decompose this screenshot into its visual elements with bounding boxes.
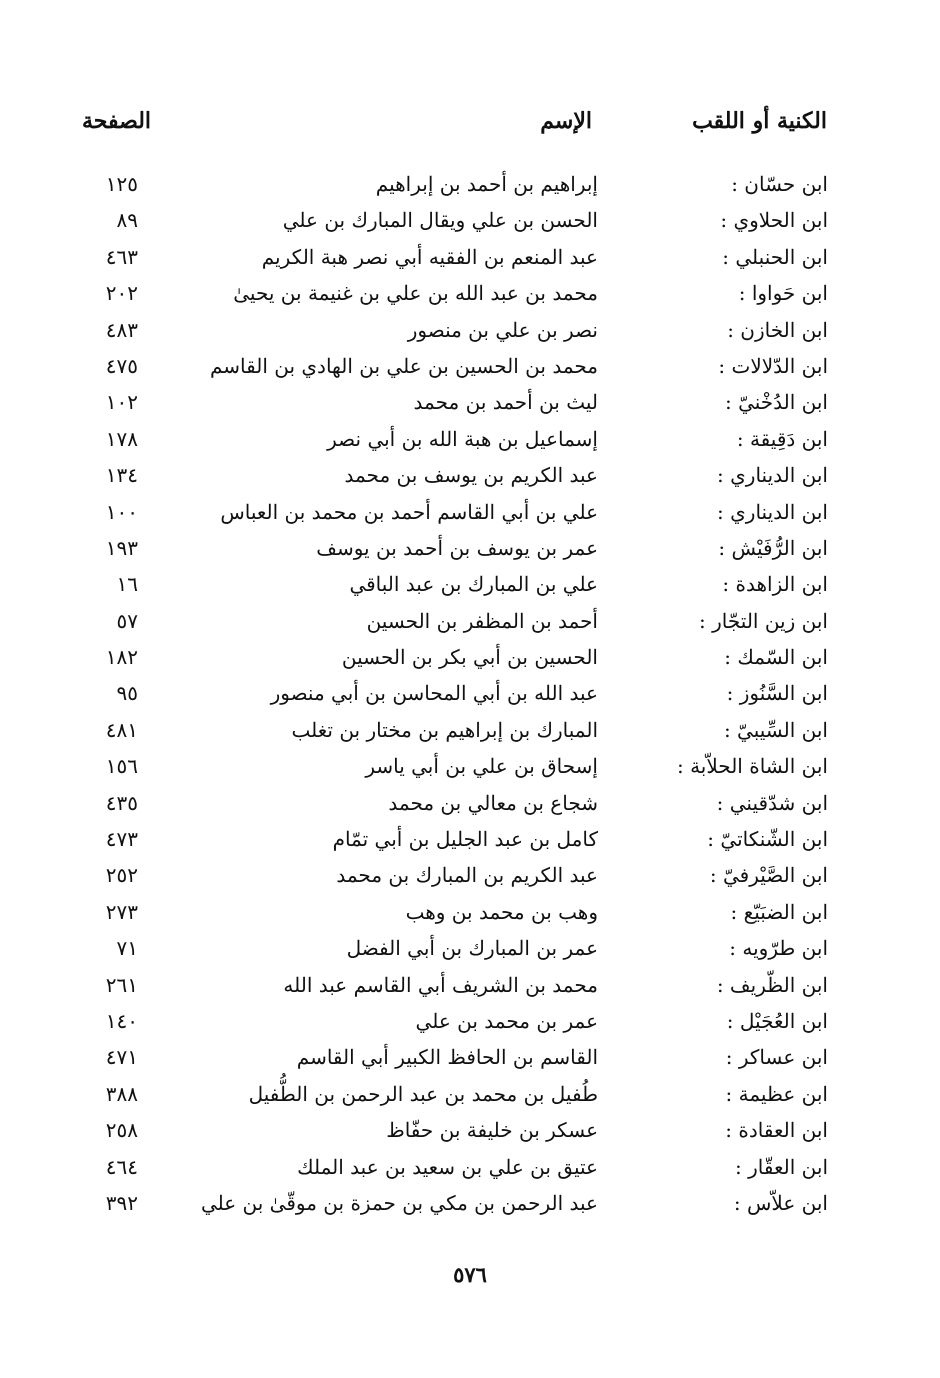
table-row [0, 930, 940, 966]
name-cell: عسكر بن خليفة بن حفّاظ [386, 1118, 598, 1143]
kunya-cell: ابن الصَّيْرفيّ : [709, 863, 828, 888]
table-row [0, 712, 940, 748]
kunya-cell: ابن السَّنُوز : [726, 681, 828, 706]
kunya-cell: ابن الديناري : [717, 463, 828, 488]
kunya-cell: ابن زين التجّار : [699, 608, 828, 633]
name-cell: القاسم بن الحافظ الكبير أبي القاسم [296, 1045, 598, 1070]
table-row [0, 421, 940, 457]
name-cell: عبد الكريم بن المبارك بن محمد [336, 863, 598, 888]
kunya-cell: ابن الضبَيّع : [730, 899, 828, 924]
table-row [0, 894, 940, 930]
page-cell: ٢٦١ [105, 972, 138, 997]
page-cell: ١٠٢ [105, 390, 138, 415]
table-row [0, 275, 940, 311]
table-row [0, 1185, 940, 1221]
kunya-cell: ابن حَواوا : [738, 281, 828, 306]
kunya-cell: ابن الحلاوي : [720, 208, 828, 233]
name-cell: أحمد بن المظفر بن الحسين [366, 608, 598, 633]
table-row [0, 821, 940, 857]
table-row [0, 603, 940, 639]
kunya-cell: ابن الرُّفَيْش : [718, 535, 828, 560]
index-table [0, 166, 940, 1221]
page-cell: ١٣٤ [105, 463, 138, 488]
table-row [0, 1003, 940, 1039]
name-cell: إبراهيم بن أحمد بن إبراهيم [375, 172, 598, 196]
kunya-cell: ابن طرّويه : [729, 936, 828, 961]
name-cell: طُفيل بن محمد بن عبد الرحمن بن الطُّفيل [248, 1081, 598, 1106]
page-cell: ١٠٠ [105, 499, 138, 524]
table-row [0, 1149, 940, 1185]
page-cell: ٢٠٢ [105, 281, 138, 306]
page-cell: ٤٦٤ [105, 1154, 138, 1179]
table-row [0, 166, 940, 202]
page-cell: ١٩٣ [105, 535, 138, 560]
kunya-cell: ابن الحنبلي : [722, 244, 828, 269]
table-row [0, 857, 940, 893]
table-row [0, 1039, 940, 1075]
page-cell: ٥٧ [116, 608, 138, 633]
kunya-cell: ابن الزاهدة : [722, 572, 828, 597]
name-cell: إسماعيل بن هبة الله بن أبي نصر [327, 426, 598, 451]
kunya-cell: ابن الخازن : [727, 317, 828, 342]
page-cell: ٤٧٣ [105, 827, 138, 852]
header-kunya: الكنية أو اللقب [692, 108, 827, 134]
page-cell: ٣٩٢ [105, 1190, 138, 1215]
page-cell: ٩٥ [116, 681, 138, 706]
name-cell: كامل بن عبد الجليل بن أبي تمّام [332, 827, 598, 852]
name-cell: علي بن أبي القاسم أحمد بن محمد بن العباس [220, 499, 598, 524]
header-name: الإسم [540, 108, 592, 134]
name-cell: عمر بن محمد بن علي [415, 1008, 598, 1033]
page-number: ٥٧٦ [453, 1262, 487, 1287]
page-cell: ٢٥٢ [105, 863, 138, 888]
table-row [0, 530, 940, 566]
table-row [0, 384, 940, 420]
name-cell: المبارك بن إبراهيم بن مختار بن تغلب [291, 717, 598, 742]
page-cell: ٧١ [116, 936, 138, 961]
table-row [0, 457, 940, 493]
kunya-cell: ابن شدّقيني : [716, 790, 828, 815]
table-row [0, 348, 940, 384]
kunya-cell: ابن عساكر : [725, 1045, 828, 1070]
kunya-cell: ابن السّمك : [724, 645, 828, 670]
page-cell: ٤٦٣ [105, 244, 138, 269]
page-cell: ٤٧١ [105, 1045, 138, 1070]
page-cell: ١٤٠ [105, 1008, 138, 1033]
page-cell: ٤٨١ [105, 717, 138, 742]
name-cell: عتيق بن علي بن سعيد بن عبد الملك [297, 1154, 598, 1179]
page-cell: ٤٣٥ [105, 790, 138, 815]
kunya-cell: ابن الظّريف : [716, 972, 828, 997]
name-cell: عمر بن يوسف بن أحمد بن يوسف [316, 535, 598, 560]
page-cell: ١٧٨ [105, 426, 138, 451]
page-cell: ١٨٢ [105, 645, 138, 670]
header-page: الصفحة [82, 108, 152, 134]
page-cell: ٢٧٣ [105, 899, 138, 924]
kunya-cell: ابن العقّار : [735, 1154, 828, 1179]
page-cell: ١٦ [116, 572, 138, 597]
name-cell: محمد بن الحسين بن علي بن الهادي بن القاسم [209, 353, 598, 378]
table-row [0, 967, 940, 1003]
page-cell: ١٥٦ [105, 754, 138, 779]
table-row [0, 675, 940, 711]
kunya-cell: ابن الدّلالات : [718, 353, 828, 378]
kunya-cell: ابن الشاة الحلاّبة : [676, 754, 828, 779]
kunya-cell: ابن الديناري : [717, 499, 828, 524]
name-cell: الحسن بن علي ويقال المبارك بن علي [282, 208, 598, 233]
name-cell: عمر بن المبارك بن أبي الفضل [346, 936, 598, 961]
name-cell: نصر بن علي بن منصور [407, 317, 598, 342]
name-cell: الحسين بن أبي بكر بن الحسين [341, 645, 598, 670]
page-cell: ٤٨٣ [105, 317, 138, 342]
page-cell: ٢٥٨ [105, 1118, 138, 1143]
kunya-cell: ابن حسّان : [731, 172, 828, 196]
page-cell: ٣٨٨ [105, 1081, 138, 1106]
table-row [0, 1076, 940, 1112]
name-cell: عبد المنعم بن الفقيه أبي نصر هبة الكريم [261, 244, 598, 269]
kunya-cell: ابن الشّنكاتيّ : [707, 827, 828, 852]
table-row [0, 785, 940, 821]
name-cell: ليث بن أحمد بن محمد [413, 390, 598, 415]
name-cell: إسحاق بن علي بن أبي ياسر [365, 754, 598, 779]
table-row [0, 239, 940, 275]
name-cell: محمد بن الشريف أبي القاسم عبد الله [283, 972, 598, 997]
name-cell: علي بن المبارك بن عبد الباقي [349, 572, 598, 597]
table-row [0, 312, 940, 348]
table-row [0, 566, 940, 602]
table-row [0, 748, 940, 784]
name-cell: وهب بن محمد بن وهب [405, 899, 598, 924]
page-cell: ٨٩ [116, 208, 138, 233]
kunya-cell: ابن العُجَيْل : [726, 1008, 828, 1033]
page-cell: ١٢٥ [105, 172, 138, 196]
table-row [0, 1112, 940, 1148]
table-row [0, 494, 940, 530]
name-cell: شجاع بن معالي بن محمد [388, 790, 598, 815]
kunya-cell: ابن عظيمة : [725, 1081, 828, 1106]
table-row [0, 639, 940, 675]
kunya-cell: ابن الدُخْنيّ : [724, 390, 828, 415]
name-cell: عبد الرحمن بن مكي بن حمزة بن موقّىٰ بن علي [200, 1190, 598, 1215]
kunya-cell: ابن العقادة : [725, 1118, 828, 1143]
kunya-cell: ابن السِّيبيّ : [723, 717, 828, 742]
name-cell: عبد الله بن أبي المحاسن بن أبي منصور [270, 681, 598, 706]
name-cell: عبد الكريم بن يوسف بن محمد [344, 463, 598, 488]
table-row [0, 202, 940, 238]
page-cell: ٤٧٥ [105, 353, 138, 378]
kunya-cell: ابن دَقِيقة : [736, 426, 828, 451]
name-cell: محمد بن عبد الله بن علي بن غنيمة بن يحيىٰ [233, 281, 598, 306]
kunya-cell: ابن علاّس : [733, 1190, 828, 1215]
